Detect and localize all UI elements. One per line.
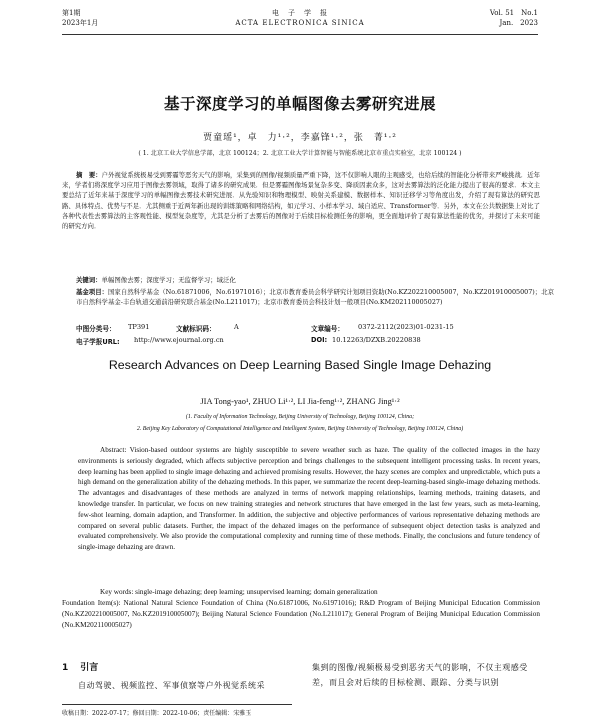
cn-title: 基于深度学习的单幅图像去雾研究进展 <box>163 95 436 113</box>
en-keywords <box>78 587 562 598</box>
journal-name-cn: 电 子 学 报 <box>272 9 328 17</box>
cn-funding-label: 基金项目： <box>76 288 109 296</box>
en-funding-label: Foundation Item(s): <box>62 599 121 607</box>
en-affiliation-1: (1. Faculty of Information Technology, Beijing University of Technology, Beijing 100124, China; <box>185 414 415 420</box>
article-id-label: 文章编号： <box>311 325 344 333</box>
cn-authors: 贾童瑶¹，卓 力¹·²，李嘉锋¹·²，张 菁¹·² <box>203 133 397 143</box>
clc-value: TP391 <box>128 323 150 331</box>
month-year-en: Jan. 2023 <box>499 19 538 27</box>
en-funding-text: National Natural Science Foundation of China (No.61871006, No.61971016); R&D Program of Beijing Municipal Education Commission (No.KZ202210005007, No.KZ201910005007); Beijing Natural Science Foundation (No.L211017); General Program of Beijing Municipal Education Commission (No.KM202110005027) <box>62 599 540 629</box>
issue-cn: 第1期 <box>62 9 81 17</box>
cn-keywords-label: 关键词： <box>76 276 102 284</box>
cn-keywords-text: 单幅图像去雾；深度学习；无监督学习；域泛化 <box>101 276 236 284</box>
en-authors: JIA Tong-yao¹, ZHUO Li¹·², LI Jia-feng¹·², ZHANG Jing¹·² <box>200 397 400 406</box>
en-abstract <box>78 445 540 553</box>
body-column-left: 自动驾驶、视频监控、军事侦察等户外视觉系统采 <box>78 681 265 690</box>
cn-keywords <box>62 275 554 285</box>
section-number: 1 <box>62 663 69 673</box>
cn-abstract-text: 户外视觉系统极易受到雾霾等恶劣天气的影响，采集到的图像/视频质量严重下降，这不仅影响人眼的主观感受，也给后续的智能化分析带来严峻挑战．近年来，学者们将深度学习应用于图像去雾领域，取得了诸多的研究成果．但是雾霾图像场景复杂多变、降质因素众多，这对去雾算法的泛化能力提出了很高的要求．本文主要总结了近年来基于深度学习的单幅图像去雾技术研究进展．从先验知识和物理模型、映射关系建模、数据样本、知识迁移学习等角度出发，介绍了现有算法的研究思路、具体特点、优势与不足．尤其侧重于近两年新出现的训练策略和网络结构，如元学习、小样本学习、域自适应、Transformer等．另外，本文在公共数据集上对比了各种代表性去雾算法的主客观性能、模型复杂度等，尤其是分析了去雾后的图像对于后续目标检测任务的影响，更全面地评价了现有算法性能的优劣，并探讨了未来可能的研究方向． <box>62 171 541 231</box>
doc-code-label: 文献标识码： <box>176 325 216 333</box>
section-title: 引言 <box>80 663 99 673</box>
cn-funding-text: 国家自然科学基金（No.61871006，No.61971016）；北京市教育委员会科学研究计划项目资助(No.KZ202210005007，No.KZ201910005007)；北京市自然科学基金-丰台轨道交通前沿研究联合基金(No.L211017)；北京市教育委员会科技计划一般项目(No.KM202110005027) <box>76 288 554 307</box>
journal-name-en: ACTA ELECTRONICA SINICA <box>235 19 365 27</box>
section-heading <box>62 660 98 673</box>
doc-code-value: A <box>234 323 239 331</box>
header-center <box>62 8 538 28</box>
url-label: 电子学报URL: <box>76 338 120 346</box>
cn-funding <box>62 287 554 307</box>
en-abstract-text: Vision-based outdoor systems are highly susceptible to severe weather such as haze. The quality of the collected images in the hazy environments is seriously degraded, which affects subjective perception and brings challenges to the subsequent intelligent processing tasks. In recent years, deep learning has been applied to single image dehazing and achieved promising results. However, the hazy scenes are complex and unpredictable, which puts a high demand on the generalization ability of the dehazing methods. In this paper, we summarize the recent deep-learning-based single-image dehazing methods. The advantages and disadvantages of these methods are analyzed in terms of network mapping relationships, learning methods, training datasets, and knowledge transfer. In particular, we focus on new training strategies and network structures that have emerged in the last few years, such as meta-learning, few-shot learning, domain adaption, and Transformer. In addition, the subjective and objective performances of various representative dehazing methods are compared on several public datasets. Further, the impact of the dehazed images on the performance of subsequent object detection tasks is analyzed and evaluated comprehensively. We also provide the computational complexity and running time of these methods. Finally, the conclusions and future tendency of single-image dehazing are drawn. <box>78 446 540 552</box>
cn-affiliations: ( 1. 北京工业大学信息学部，北京 100124；2. 北京工业大学计算智能与智能系统北京市重点实验室，北京 100124 ) <box>138 150 462 157</box>
volume-number: Vol. 51 No.1 <box>489 9 538 17</box>
running-header <box>62 8 538 35</box>
article-id-value: 0372-2112(2023)01-0231-15 <box>358 323 454 331</box>
header-right <box>490 8 538 28</box>
clc-label: 中图分类号： <box>76 325 116 333</box>
en-title: Research Advances on Deep Learning Based Single Image Dehazing <box>108 358 492 372</box>
doi-value: 10.12263/DZXB.20220838 <box>332 336 421 344</box>
footnote-dates: 收稿日期：2022-07-17；修回日期：2022-10-06；责任编辑：宋雅玉 <box>62 704 292 717</box>
en-funding <box>62 598 540 630</box>
en-affiliation-2: 2. Beijing Key Laboratory of Computational Intelligence and Intelligent System, Beijing University of Technology, Beijing 100124, China) <box>136 426 464 432</box>
year-month-cn: 2023年1月 <box>62 19 99 27</box>
cn-abstract <box>62 170 540 231</box>
cn-abstract-label: 摘 要： <box>76 171 102 179</box>
doi-label: DOI: <box>311 336 328 344</box>
body-column-right: 集到的图像/视频极易受到恶劣天气的影响，不仅主观感受差，而且会对后续的目标检测、跟踪、分类与识别 <box>312 663 528 687</box>
en-abstract-label: Abstract: <box>100 446 127 454</box>
en-keywords-label: Key words: <box>100 588 134 596</box>
en-keywords-text: single-image dehazing; deep learning; unsupervised learning; domain generalization <box>135 588 378 596</box>
url-value: http://www.ejournal.org.cn <box>134 336 224 344</box>
